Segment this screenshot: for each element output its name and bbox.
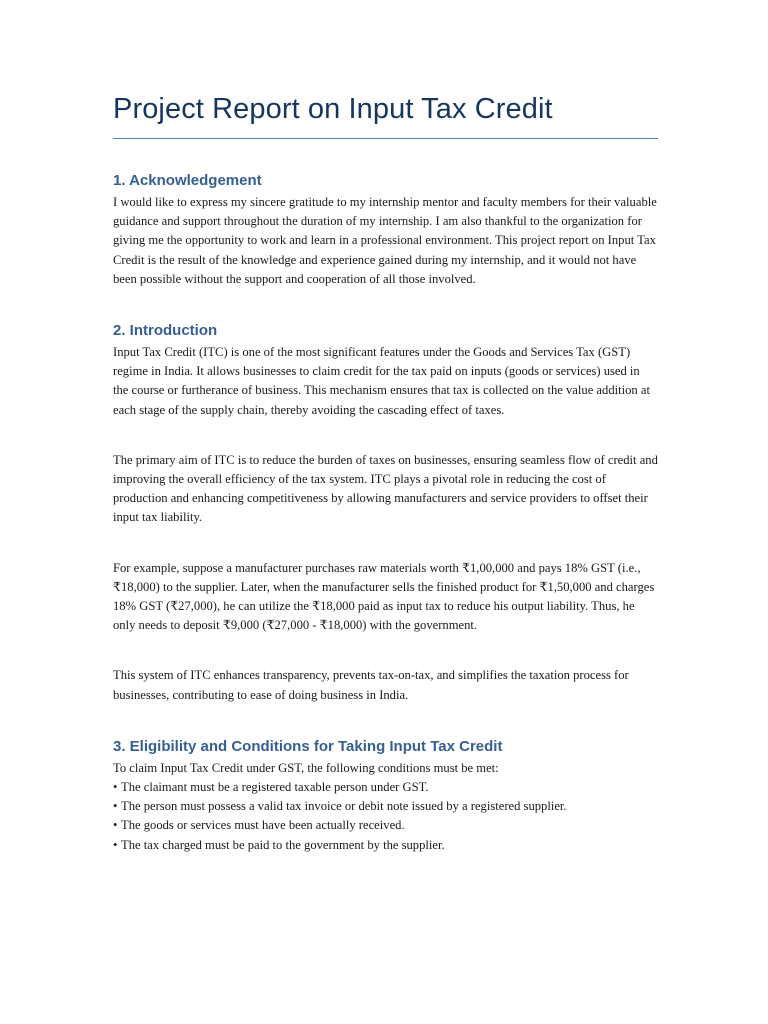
paragraph-spacer	[113, 420, 658, 451]
section-acknowledgement	[113, 169, 658, 289]
list-item-text: The goods or services must have been actually received.	[121, 818, 405, 833]
list-item	[113, 816, 658, 835]
eligibility-conditions-list	[113, 778, 658, 855]
acknowledgement-paragraph: I would like to express my sincere gratitude to my internship mentor and faculty members for their valuable guidance and support throughout the duration of my internship. I am also thankful to the organization for giving me the opportunity to work and learn in a professional environment. This project report on Input Tax Credit is the result of the knowledge and experience gained during my internship, and it would not have been possible without the support and cooperation of all those involved.	[113, 195, 657, 286]
introduction-paragraph-4: This system of ITC enhances transparency, prevents tax-on-tax, and simplifies the taxation process for businesses, contributing to ease of doing business in India.	[113, 668, 629, 702]
list-item-text: The tax charged must be paid to the government by the supplier.	[121, 837, 445, 852]
section-introduction	[113, 319, 658, 705]
section-heading-acknowledgement: 1. Acknowledgement	[113, 172, 262, 189]
document-page	[113, 88, 658, 855]
bullet-icon: •	[113, 837, 118, 852]
title-underline-rule	[113, 138, 658, 139]
section-eligibility	[113, 735, 658, 855]
section-heading-eligibility: 3. Eligibility and Conditions for Taking Input Tax Credit	[113, 737, 503, 755]
list-item-text: The claimant must be a registered taxable person under GST.	[121, 780, 429, 795]
list-item	[113, 797, 658, 816]
paragraph-spacer	[113, 635, 658, 666]
introduction-paragraph-1: Input Tax Credit (ITC) is one of the most significant features under the Goods and Services Tax (GST) regime in India. It allows businesses to claim credit for the tax paid on inputs (goods or services) used in the course or furtherance of business. This mechanism ensures that tax is collected on the value addition at each stage of the supply chain, thereby avoiding the cascading effect of taxes.	[113, 345, 650, 417]
section-spacer	[113, 289, 658, 319]
introduction-paragraph-3: For example, suppose a manufacturer purchases raw materials worth ₹1,00,000 and pays 18% GST (i.e., ₹18,000) to the supplier. Later, when the manufacturer sells the finished product for ₹1,50,000 and charges 18% GST (₹27,000), he can utilize the ₹18,000 paid as input tax to reduce his output liability. Thus, he only needs to deposit ₹9,000 (₹27,000 - ₹18,000) with the government.	[113, 560, 655, 633]
document-title: Project Report on Input Tax Credit	[113, 93, 553, 125]
section-spacer	[113, 705, 658, 735]
bullet-icon: •	[113, 780, 118, 795]
bullet-icon: •	[113, 799, 118, 814]
list-item	[113, 778, 658, 797]
paragraph-spacer	[113, 528, 658, 559]
list-item-text: The person must possess a valid tax invoice or debit note issued by a registered supplier.	[121, 799, 567, 814]
introduction-paragraph-2: The primary aim of ITC is to reduce the burden of taxes on businesses, ensuring seamless flow of credit and improving the overall efficiency of the tax system. ITC plays a pivotal role in reducing the cost of production and enhancing competitiveness by allowing manufacturers and service providers to offset their input tax liability.	[113, 452, 658, 525]
bullet-icon: •	[113, 818, 118, 833]
list-item	[113, 836, 658, 855]
eligibility-intro: To claim Input Tax Credit under GST, the following conditions must be met:	[113, 760, 499, 775]
section-heading-introduction: 2. Introduction	[113, 322, 218, 340]
